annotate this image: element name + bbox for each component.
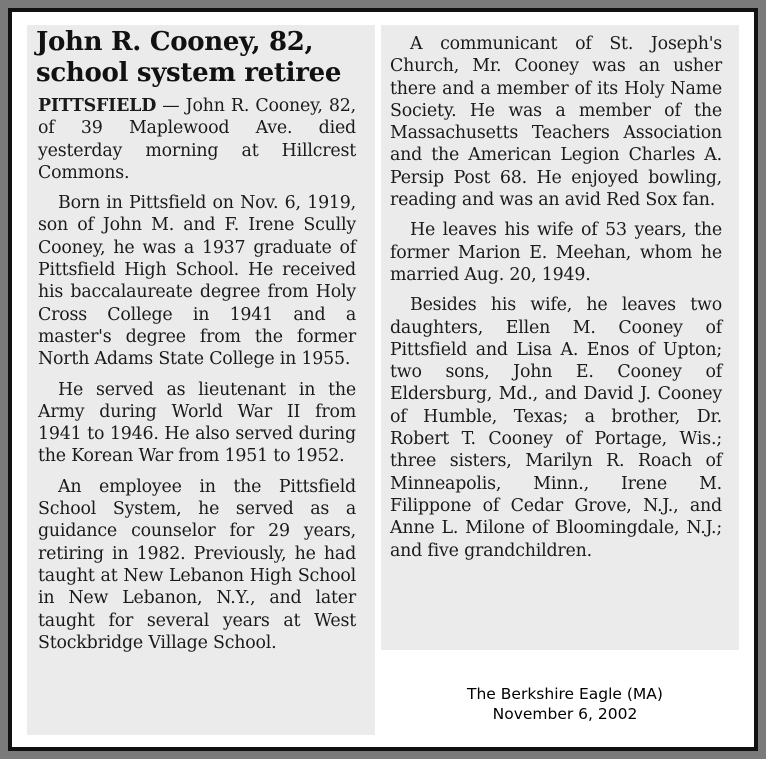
right-column-text <box>390 33 722 570</box>
paragraph-3: He served as lieutenant in the Army during World War II from 1941 to 1946. He also served during the Korean War from 1951 to 1952. <box>38 379 356 467</box>
obituary-headline: John R. Cooney, 82, school system retiree <box>36 27 342 88</box>
source-citation <box>420 684 710 724</box>
dateline: PITTSFIELD <box>38 96 157 116</box>
paragraph-5: A communicant of St. Joseph's Church, Mr. Cooney was an usher there and a member of its Holy Name Society. He was a member of the Massachusetts Teachers Association and the American Legion Charles A. Persip Post 68. He enjoyed bowling, reading and was an avid Red Sox fan. <box>390 34 722 211</box>
paragraph-4: An employee in the Pittsfield School System, he served as a guidance counselor for 29 years, retiring in 1982. Previously, he had taught at New Lebanon High School in New Lebanon, N.Y., and later taught for several years at West Stockbridge Village School. <box>38 476 356 653</box>
paragraph-7: Besides his wife, he leaves two daughters, Ellen M. Cooney of Pittsfield and Lisa A. Enos of Upton; two sons, John E. Cooney of Eldersburg, Md., and David J. Cooney of Humble, Texas; a brother, Dr. Robert T. Cooney of Portage, Wis.; three sisters, Marilyn R. Roach of Minneapolis, Minn., Irene M. Filippone of Cedar Grove, N.J., and Anne L. Milone of Bloomingdale, N.J.; and five grandchildren. <box>390 295 722 561</box>
paragraph-2: Born in Pittsfield on Nov. 6, 1919, son of John M. and F. Irene Scully Cooney, he was a 1937 graduate of Pittsfield High School. He received his baccalaureate degree from Holy Cross College in 1941 and a master's degree from the former North Adams State College in 1955. <box>38 193 356 370</box>
paragraph-6: He leaves his wife of 53 years, the former Marion E. Meehan, whom he married Aug. 20, 1949. <box>390 220 722 285</box>
citation-date: November 6, 2002 <box>492 705 638 723</box>
paragraph-1 <box>38 95 356 184</box>
paragraph-1-text: — John R. Cooney, 82, of 39 Maplewood Ave. died yesterday morning at Hillcrest Commons. <box>38 96 356 183</box>
citation-source: The Berkshire Eagle (MA) <box>467 685 663 703</box>
left-column-text <box>38 95 356 662</box>
